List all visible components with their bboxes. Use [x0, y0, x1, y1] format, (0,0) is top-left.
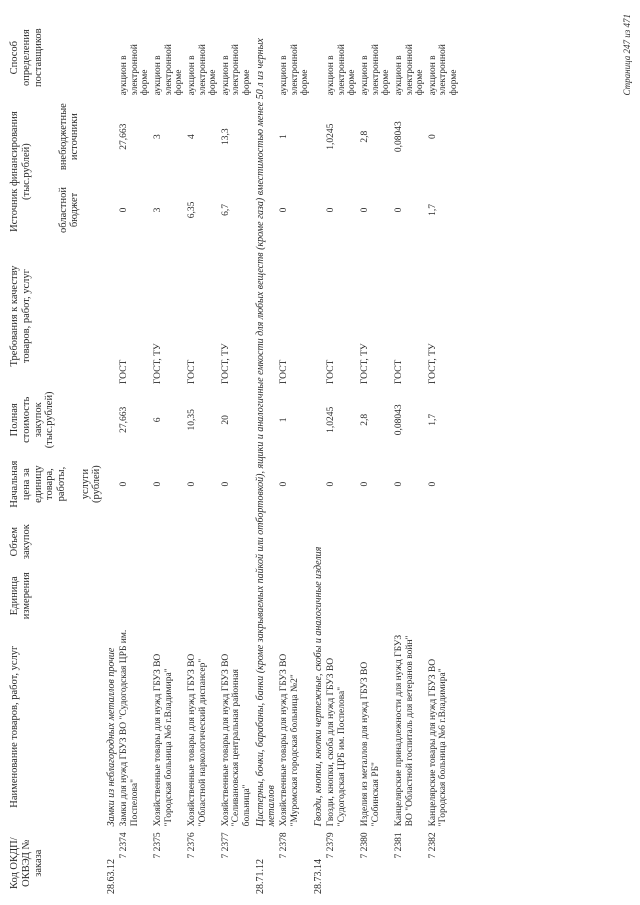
col-price-header-line1: Начальная цена за единицу товара, работы, [9, 460, 67, 508]
cell-code: 7 2379 [326, 832, 337, 859]
col-name-header: Наименование товаров, работ, услуг [9, 645, 20, 808]
cell-src-a: 0 [119, 207, 130, 213]
table-row [278, 17, 312, 897]
cell-total: 27,663 [119, 406, 130, 433]
table-row [393, 17, 427, 897]
col-source-extra-header: внебюджетные источники [57, 103, 81, 171]
cell-price: 0 [186, 481, 197, 487]
cell-name: Гвозди, кнопки, скоба для нужд ГБУЗ ВО "Судогодская ЦРБ им. Поспелова" [326, 657, 347, 827]
col-source-regional-header: областной бюджет [57, 187, 81, 233]
cell-src-b: 2,8 [360, 130, 370, 143]
cell-src-a: 1,7 [427, 204, 438, 216]
cell-name: Хозяйственные товары для нужд ГБУЗ ВО "Городская больница №6 г.Владимира" [153, 653, 174, 827]
cell-total: 1,0245 [326, 406, 337, 433]
cell-src-a: 6,35 [186, 201, 197, 219]
cell-method: аукцион в электронной форме [393, 44, 426, 96]
cell-unit [278, 568, 312, 624]
cell-method: аукцион в электронной форме [427, 44, 459, 96]
cell-src-a: 0 [326, 207, 337, 213]
cell-volume [278, 516, 312, 568]
col-source-header: Источник финансирования (тыс.рублей) [9, 111, 32, 232]
cell-price: 0 [427, 481, 438, 487]
cell-price: 0 [119, 481, 130, 487]
cell-src-b: 0 [427, 134, 438, 140]
cell-src-a: 3 [153, 207, 164, 213]
cell-total: 2,8 [360, 413, 370, 426]
cell-volume [118, 516, 152, 568]
table-row [186, 17, 220, 897]
cell-method: аукцион в электронной форме [119, 44, 151, 96]
cell-unit [186, 568, 220, 624]
group-header-row [312, 17, 325, 897]
group-header-row [105, 17, 118, 897]
cell-total: 6 [153, 417, 164, 423]
cell-name: Хозяйственные товары для нужд ГБУЗ ВО "Областной наркологический диспансер" [186, 653, 208, 827]
col-volume-header: Объем закупок [9, 524, 32, 560]
col-unit-header: Единица измерения [9, 572, 32, 620]
cell-total: 10,35 [186, 409, 197, 431]
cell-price: 0 [393, 481, 404, 487]
cell-volume [359, 516, 393, 568]
cell-code: 7 2381 [393, 832, 404, 859]
cell-reqs: ГОСТ, ТУ [220, 343, 231, 385]
cell-unit [427, 568, 461, 624]
cell-method: аукцион в электронной форме [279, 44, 311, 96]
col-total-header: Полная стоимость закупок (тыс.рублей) [9, 391, 56, 449]
cell-code: 7 2377 [220, 832, 231, 859]
cell-total: 20 [220, 415, 231, 425]
cell-code: 7 2378 [279, 832, 290, 859]
cell-total: 1,7 [427, 413, 438, 426]
cell-price: 0 [220, 481, 231, 487]
col-reqs-header: Требования к качеству товаров, работ, услуг [9, 265, 32, 367]
cell-src-b: 4 [186, 134, 197, 140]
cell-total: 1 [279, 417, 290, 423]
cell-code: 7 2374 [119, 832, 130, 859]
cell-reqs: ГОСТ, ТУ [427, 343, 438, 385]
cell-reqs: ГОСТ [186, 359, 197, 385]
cell-code: 7 2375 [153, 832, 164, 859]
cell-method: аукцион в электронной форме [153, 44, 185, 96]
table-row [359, 17, 393, 897]
cell-src-a: 0 [279, 207, 290, 213]
page-footer: Страница 247 из 471 [622, 14, 632, 96]
cell-unit [118, 568, 152, 624]
cell-unit [359, 568, 393, 624]
cell-src-a: 0 [360, 207, 370, 213]
cell-method: аукцион в электронной форме [326, 44, 358, 96]
table-row [220, 17, 254, 897]
procurement-table [8, 17, 461, 897]
cell-name: Канцелярские принадлежности для нужд ГБУЗ ВО "Областной госпиталь для ветеранов войн" [393, 634, 415, 827]
cell-src-b: 13,3 [220, 128, 231, 145]
cell-reqs: ГОСТ, ТУ [360, 343, 370, 385]
cell-unit [152, 568, 186, 624]
cell-reqs: ГОСТ [119, 359, 130, 385]
cell-unit [325, 568, 359, 624]
cell-volume [186, 516, 220, 568]
cell-name: Канцелярские товары для нужд ГБУЗ ВО "Городская больница №6 г.Владимира" [427, 658, 449, 827]
group-code: 28.73.14 [312, 859, 324, 894]
cell-code: 7 2380 [360, 832, 370, 859]
cell-volume [220, 516, 254, 568]
cell-price: 0 [326, 481, 337, 487]
col-price-header [8, 453, 105, 516]
cell-method: аукцион в электронной форме [186, 44, 219, 96]
group-title: Замки из неблагородных металлов прочие [106, 647, 117, 827]
col-price-header-line2: услуги (рублей) [79, 465, 103, 504]
col-code-header: Код ОКДП/ ОКВЭД № заказа [9, 837, 44, 889]
table-row [325, 17, 359, 897]
group-code: 28.71.12 [254, 859, 266, 894]
cell-price: 0 [360, 481, 370, 487]
col-method-header: Способ определения поставщиков [9, 28, 44, 87]
cell-code: 7 2382 [427, 832, 438, 859]
cell-name: Хозяйственные товары для нужд ГБУЗ ВО "Муромская городская больница №2" [279, 653, 300, 827]
cell-reqs: ГОСТ, ТУ [153, 343, 164, 385]
cell-unit [220, 568, 254, 624]
table-row [152, 17, 186, 897]
cell-name: Изделия из металлов для нужд ГБУЗ ВО "Собинская РБ" [360, 661, 381, 827]
cell-src-a: 6,7 [220, 204, 231, 216]
cell-src-b: 0,08043 [393, 121, 404, 153]
cell-method: аукцион в электронной форме [220, 44, 253, 96]
cell-src-a: 0 [393, 207, 404, 213]
cell-volume [152, 516, 186, 568]
cell-reqs: ГОСТ [393, 359, 404, 385]
cell-price: 0 [153, 481, 164, 487]
table-body [105, 17, 461, 897]
cell-total: 0,08043 [393, 404, 404, 436]
cell-volume [325, 516, 359, 568]
cell-volume [393, 516, 427, 568]
cell-src-b: 1,0245 [326, 123, 337, 150]
cell-volume [427, 516, 461, 568]
cell-reqs: ГОСТ [279, 359, 290, 385]
group-code: 28.63.12 [106, 859, 117, 894]
cell-name: Замки для нужд ГБУЗ ВО "Судогодская ЦРБ им. Поспелова" [119, 629, 140, 827]
cell-src-b: 27,663 [119, 123, 130, 150]
cell-name: Хозяйственные товары для нужд ГБУЗ ВО "Селивановская центральная районная больница" [220, 653, 253, 827]
group-title: Цистерны, бочки, барабаны, банки (кроме закрываемых пайкой или отбортовкой), ящики и аналогичные емкости для любых веществ (кроме газа) вместимостью менее 50 л из черных металлов [254, 38, 277, 827]
cell-code: 7 2376 [186, 832, 197, 859]
cell-src-b: 3 [153, 134, 164, 140]
cell-price: 0 [279, 481, 290, 487]
cell-reqs: ГОСТ [326, 359, 337, 385]
table-row [118, 17, 152, 897]
cell-unit [393, 568, 427, 624]
cell-src-b: 1 [279, 134, 290, 140]
group-header-row [254, 17, 278, 897]
group-title: Гвозди, кнопки, кнопки чертежные, скобы и аналогичные изделия [312, 546, 324, 827]
table-row [427, 17, 461, 897]
cell-method: аукцион в электронной форме [360, 44, 392, 96]
